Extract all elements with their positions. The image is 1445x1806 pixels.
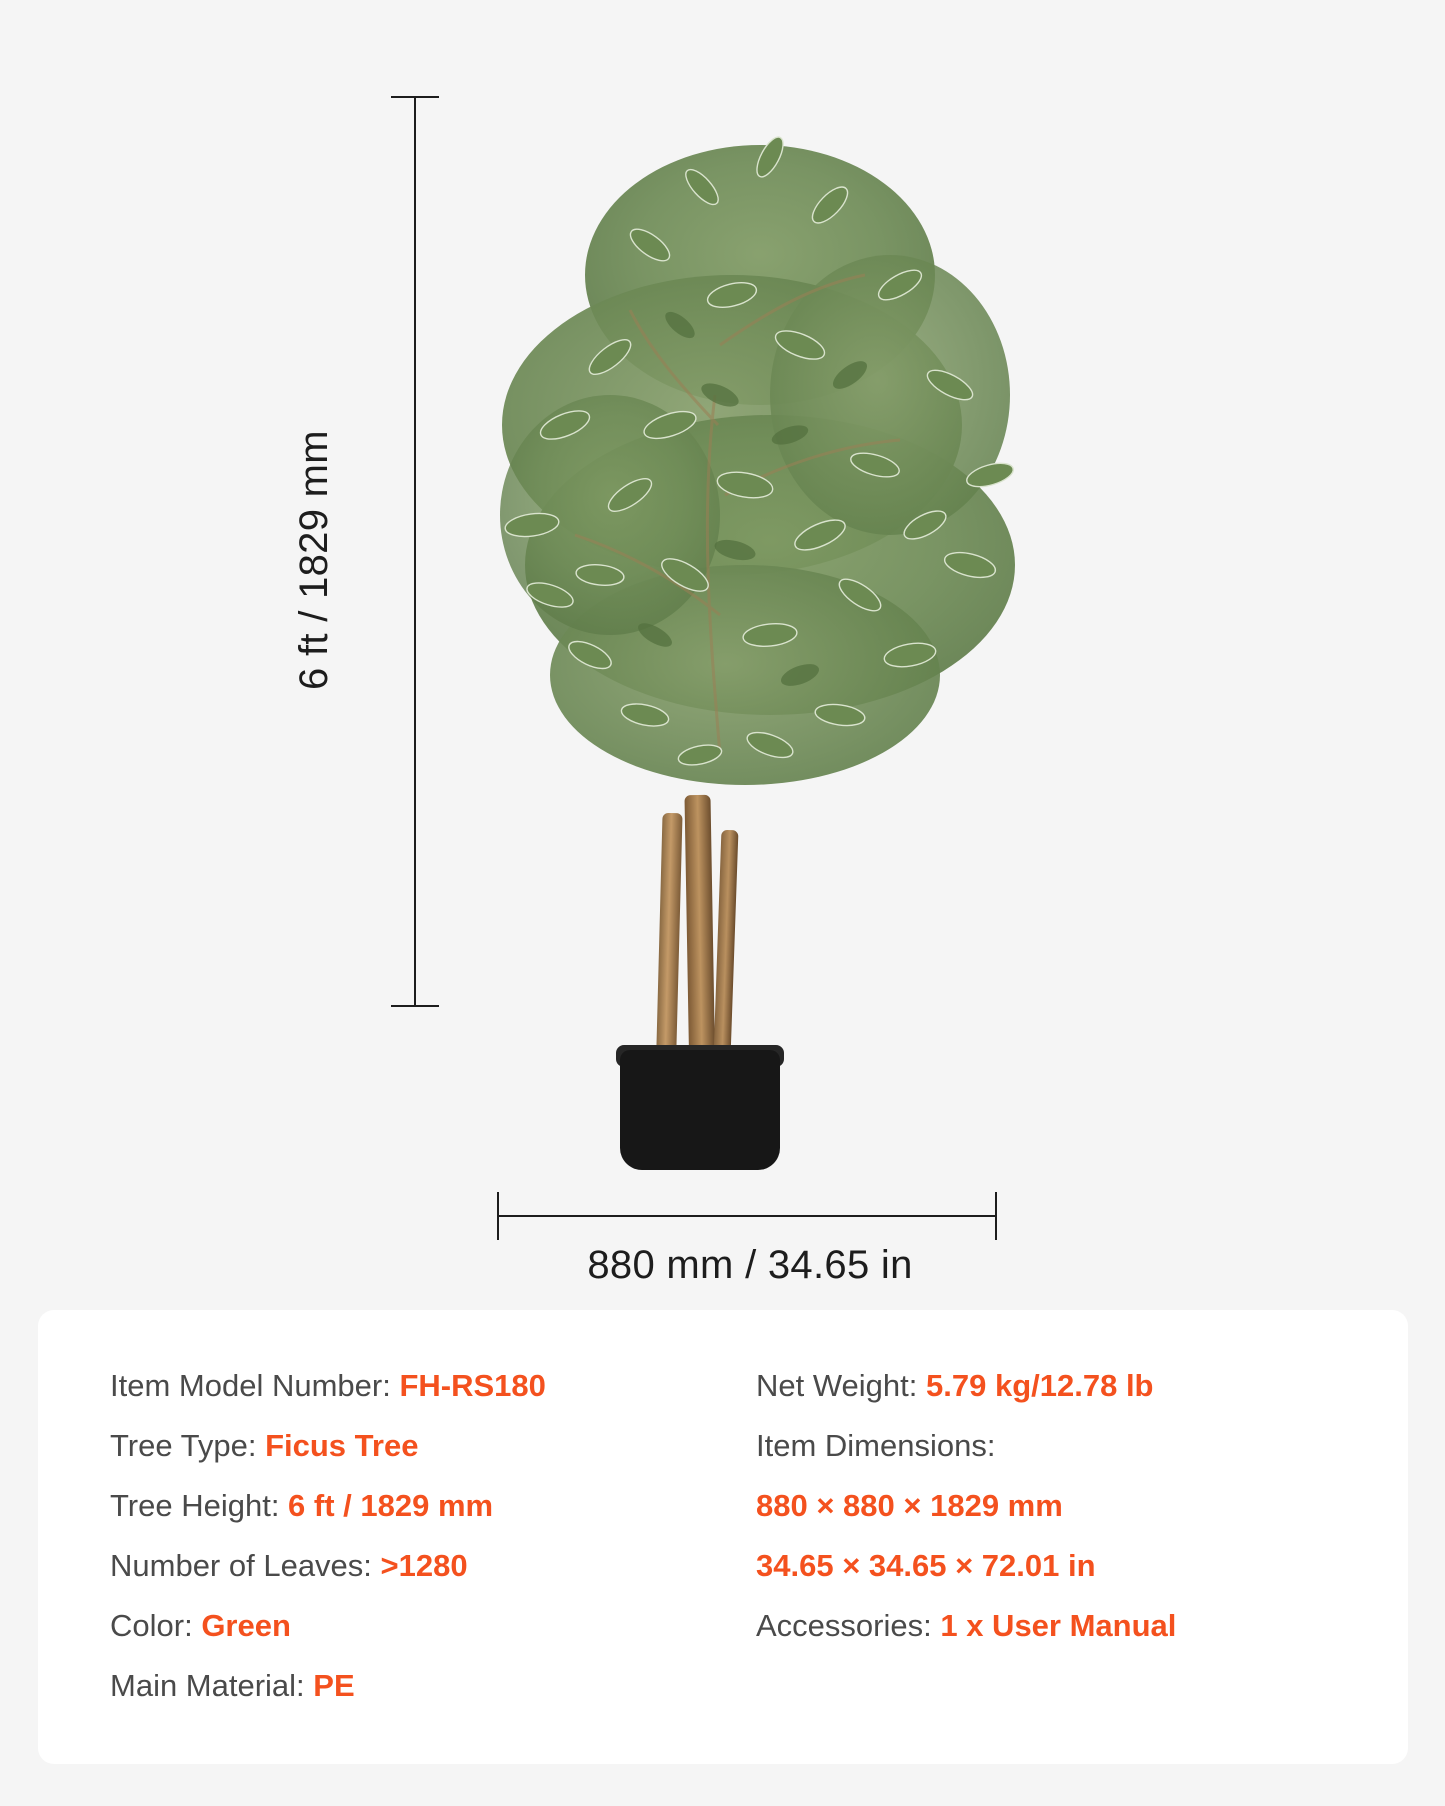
spec-value: 6 ft / 1829 mm (288, 1488, 494, 1523)
spec-value: 1 x User Manual (940, 1608, 1177, 1643)
spec-row (756, 1596, 1408, 1656)
spec-value: 34.65 × 34.65 × 72.01 in (756, 1548, 1096, 1583)
trunk-center (684, 795, 715, 1085)
tree-trunks (645, 785, 755, 1085)
spec-row (756, 1476, 1408, 1536)
spec-column-left (38, 1356, 738, 1716)
width-dimension-line (497, 1215, 997, 1217)
spec-value: >1280 (380, 1548, 468, 1583)
height-dimension-line (414, 97, 416, 1007)
spec-label: Main Material: (110, 1668, 314, 1703)
spec-row (110, 1536, 738, 1596)
artificial-tree-illustration (470, 95, 1040, 1175)
height-dimension-cap-bottom (391, 1005, 439, 1007)
plant-pot (620, 1050, 780, 1170)
spec-label: Item Dimensions: (756, 1428, 996, 1463)
spec-row (110, 1596, 738, 1656)
spec-row (756, 1536, 1408, 1596)
height-dimension-label: 6 ft / 1829 mm (292, 430, 336, 690)
spec-label: Tree Height: (110, 1488, 289, 1523)
spec-value: PE (313, 1668, 355, 1703)
spec-value: Ficus Tree (265, 1428, 419, 1463)
spec-label: Net Weight: (756, 1368, 927, 1403)
width-dimension-label: 880 mm / 34.65 in (587, 1243, 913, 1287)
spec-column-right (738, 1356, 1408, 1716)
spec-value: Green (201, 1608, 291, 1643)
spec-value: 5.79 kg/12.78 lb (926, 1368, 1154, 1403)
spec-value: FH-RS180 (399, 1368, 546, 1403)
spec-row (110, 1656, 738, 1716)
specification-card (38, 1310, 1408, 1764)
spec-label: Item Model Number: (110, 1368, 400, 1403)
spec-row (110, 1416, 738, 1476)
spec-label: Tree Type: (110, 1428, 266, 1463)
spec-label: Color: (110, 1608, 202, 1643)
spec-row (110, 1356, 738, 1416)
tree-canopy (470, 95, 1040, 835)
spec-label: Accessories: (756, 1608, 941, 1643)
spec-label: Number of Leaves: (110, 1548, 381, 1583)
spec-row (110, 1476, 738, 1536)
width-dimension-cap-right (995, 1192, 997, 1240)
spec-row (756, 1356, 1408, 1416)
spec-row (756, 1416, 1408, 1476)
spec-value: 880 × 880 × 1829 mm (756, 1488, 1063, 1523)
